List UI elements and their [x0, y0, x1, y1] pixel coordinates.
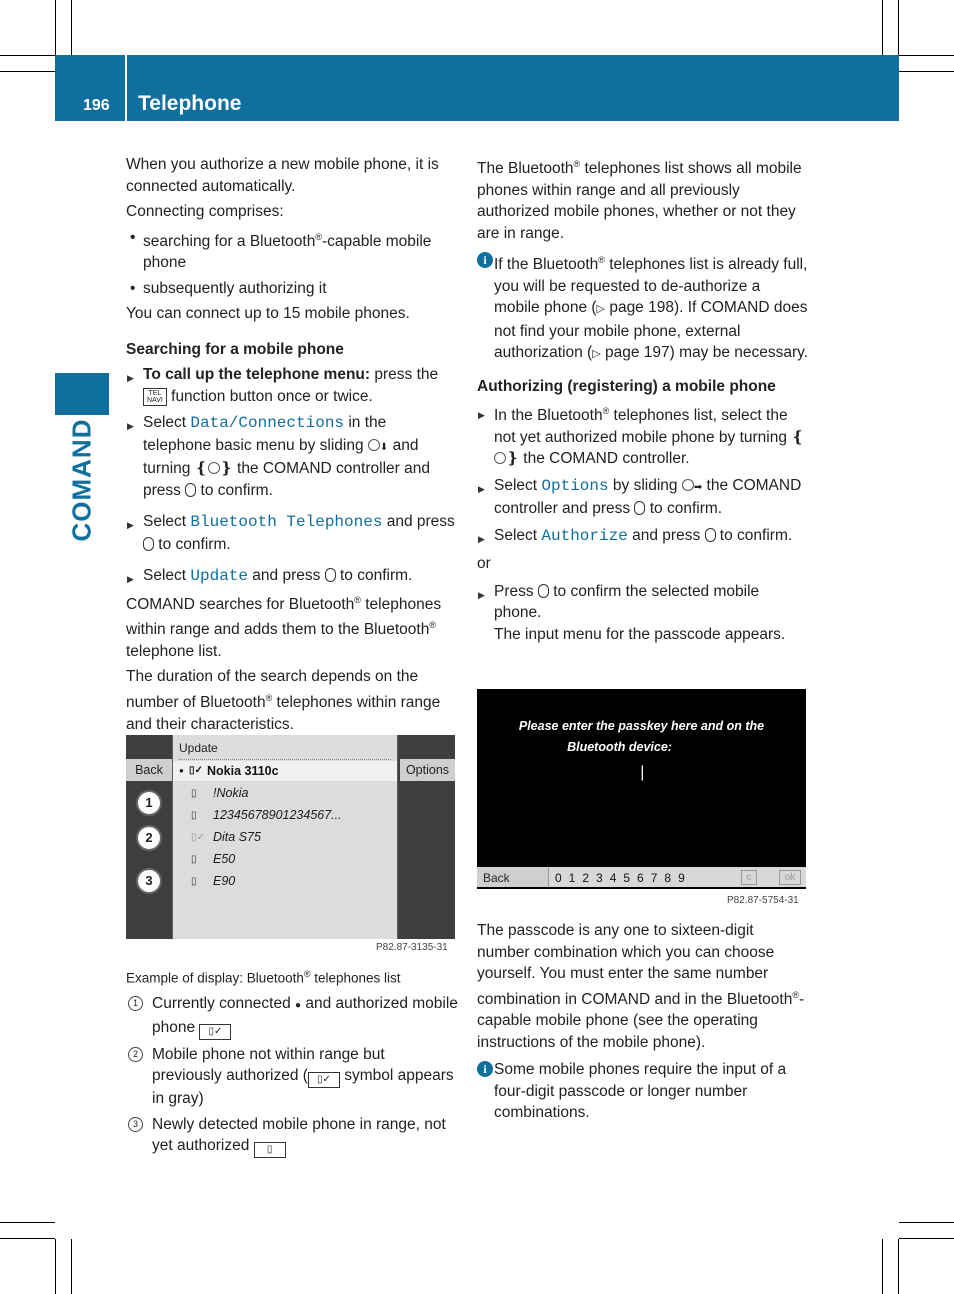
list-item[interactable]: E50 — [213, 852, 236, 866]
legend-item-3 — [126, 1114, 458, 1159]
authorized-phone-icon: ▯✓ — [189, 765, 203, 776]
text: telephones within range and their characteristics. — [126, 694, 441, 733]
text: Select — [143, 414, 191, 432]
list-item[interactable]: E90 — [213, 874, 236, 888]
menu-item-bluetooth-telephones: Bluetooth Telephones — [190, 513, 383, 532]
paragraph — [477, 154, 809, 244]
phone-icon: ▯ — [254, 1142, 286, 1158]
list-item[interactable]: 12345678901234567... — [213, 808, 342, 822]
text: in the telephone basic menu by sliding — [143, 414, 387, 454]
crop-mark — [898, 1239, 899, 1294]
text: the COMAND controller. — [519, 450, 690, 468]
press-icon — [538, 584, 549, 598]
step-result: The input menu for the passcode appears. — [494, 625, 786, 643]
digit-keys[interactable]: 0123456789 — [555, 871, 692, 885]
step — [477, 525, 809, 548]
text: Press — [494, 582, 538, 600]
step — [126, 565, 458, 588]
text: Newly detected mobile phone in range, not yet authorized — [152, 1115, 446, 1154]
prompt-line: Please enter the passkey here and on the — [518, 719, 765, 733]
side-tab-marker — [55, 373, 109, 415]
registered-mark: ® — [429, 620, 436, 631]
text: telephone list. — [126, 642, 222, 660]
text: Select — [143, 567, 191, 585]
controller-icon — [494, 452, 506, 464]
step — [477, 401, 809, 470]
connected-dot-icon: ● — [295, 1000, 302, 1011]
registered-mark: ® — [792, 989, 799, 1000]
paragraph: When you authorize a new mobile phone, it is connected automatically. — [126, 156, 439, 195]
legend-number: 3 — [128, 1117, 143, 1132]
authorized-phone-icon: ▯✓ — [199, 1024, 231, 1040]
back-softkey[interactable]: Back — [477, 867, 549, 887]
crop-mark — [899, 1222, 954, 1223]
text: by sliding — [608, 476, 682, 494]
list-item[interactable]: !Nokia — [213, 786, 249, 800]
legend-item-1 — [126, 993, 458, 1040]
text: to confirm. — [154, 535, 231, 553]
list-item: • subsequently authorizing it — [126, 278, 458, 300]
text: Mobile phone not within range but previously authorized ( — [152, 1045, 385, 1084]
text: In the Bluetooth — [494, 407, 603, 425]
text: and press — [627, 526, 705, 544]
list-item — [126, 227, 458, 274]
paragraph — [477, 920, 809, 1053]
crop-mark — [898, 0, 899, 55]
registered-mark: ® — [602, 406, 610, 417]
menu-item-data-connections: Data/Connections — [190, 414, 345, 433]
callout-2: 2 — [136, 825, 162, 851]
connected-dot: ● — [179, 766, 184, 775]
text: The Bluetooth — [477, 160, 574, 178]
info-note — [477, 1059, 809, 1124]
text: If the Bluetooth — [494, 256, 599, 274]
text: telephones list shows all mobile phones within range and all previously authorized mobile phones, whether or not they are in range. — [477, 160, 802, 242]
step — [126, 364, 458, 407]
left-column — [126, 154, 458, 739]
passcode-screenshot — [477, 689, 806, 889]
callout-3: 3 — [136, 868, 162, 894]
registered-mark: ® — [573, 159, 581, 169]
text: to confirm the selected mobile phone. — [494, 582, 760, 622]
press-icon — [634, 501, 645, 515]
text: -capable mobile phone — [143, 232, 432, 272]
or-separator: or — [477, 555, 491, 573]
header-divider — [125, 55, 127, 121]
text: telephones list, select the not yet authorized mobile phone by turning — [494, 407, 792, 446]
ok-key[interactable]: ok — [779, 870, 801, 885]
legend-item-2 — [126, 1044, 458, 1110]
crop-mark — [55, 1239, 56, 1294]
turn-left-icon: ❴ — [791, 428, 805, 446]
info-note — [477, 250, 809, 366]
phone-auth-gray-icon: ▯✓ — [191, 832, 205, 843]
image-code: P82.87-5754-31 — [727, 895, 799, 906]
list-item[interactable]: Dita S75 — [213, 830, 261, 844]
step — [477, 475, 809, 520]
crop-mark — [0, 55, 55, 56]
text: COMAND searches for Bluetooth — [126, 595, 355, 613]
text: telephones list — [310, 970, 401, 986]
text: Select — [143, 513, 191, 531]
text: to confirm. — [715, 526, 793, 544]
controller-icon — [682, 479, 694, 491]
text: telephones within range and adds them to the Bluetooth — [126, 595, 442, 639]
text: TEL — [148, 389, 162, 397]
press-icon — [325, 568, 336, 582]
press-icon — [705, 528, 716, 542]
registered-mark: ® — [315, 231, 322, 242]
page-ref-arrow-icon: ▷ — [592, 348, 601, 361]
phone-icon: ▯ — [191, 810, 197, 821]
list-divider — [179, 759, 391, 760]
crop-mark — [882, 0, 883, 55]
page-number: 196 — [83, 97, 110, 114]
text: Currently connected — [152, 995, 296, 1012]
text: NAVI — [147, 396, 163, 404]
crop-mark — [71, 0, 72, 55]
authorized-phone-icon: ▯✓ — [308, 1072, 340, 1088]
crop-mark — [899, 1238, 954, 1239]
right-bottom-block — [477, 920, 809, 1134]
registered-mark: ® — [598, 255, 605, 266]
prompt-line: Bluetooth device: — [567, 740, 672, 754]
step — [126, 412, 458, 501]
crop-mark — [899, 55, 954, 56]
press-icon — [185, 483, 196, 497]
menu-item-authorize: Authorize — [541, 526, 628, 545]
text: -capable mobile phone (see the operating instructions of the mobile phone). — [477, 990, 805, 1051]
text: and turning — [143, 436, 419, 478]
list-header: Update — [179, 741, 218, 755]
paragraph: You can connect up to 15 mobile phones. — [126, 305, 410, 323]
phone-name: Nokia 3110c — [207, 764, 279, 778]
registered-mark: ® — [265, 692, 273, 703]
turn-right-icon: ❵ — [219, 460, 233, 478]
tel-navi-button-icon — [143, 388, 167, 406]
text: Select — [494, 526, 542, 544]
turn-left-icon: ❴ — [194, 460, 208, 478]
text: The duration of the search depends on the number of Bluetooth — [126, 668, 419, 712]
controller-icon — [208, 462, 220, 474]
section-heading: Searching for a mobile phone — [126, 340, 344, 358]
crop-mark — [55, 0, 56, 55]
crop-mark — [0, 71, 55, 72]
phone-icon: ▯ — [191, 876, 197, 887]
text: The passcode is any one to sixteen-digit number combination which you can choose yourself. You must enter the same number combination in COMAND and in the Bluetooth — [477, 922, 793, 1008]
image-code: P82.87-3135-31 — [376, 942, 448, 953]
phone-icon: ▯ — [191, 788, 197, 799]
turn-right-icon: ❵ — [506, 450, 519, 468]
info-icon: i — [477, 252, 493, 268]
text: page 198). If COMAND does not find your mobile phone, external authorization ( — [494, 299, 808, 362]
legend-number: 2 — [128, 1047, 143, 1062]
text: telephones list is already full, you will be requested to de-authorize a mobile phone ( — [494, 256, 808, 317]
menu-item-update: Update — [190, 567, 248, 586]
bluetooth-list-screenshot — [126, 735, 455, 939]
back-softkey[interactable]: Back — [126, 759, 172, 781]
text: press the — [370, 366, 439, 384]
paragraph: Connecting comprises: — [126, 203, 284, 220]
text: to confirm. — [196, 481, 273, 499]
page-ref-arrow-icon: ▷ — [596, 303, 606, 316]
right-column — [477, 154, 809, 649]
crop-mark — [0, 1222, 55, 1223]
text: and press — [248, 567, 325, 585]
side-tab-label: COMAND — [66, 418, 97, 542]
figure-caption — [126, 964, 458, 989]
text: the COMAND controller and press — [143, 460, 430, 499]
legend-number: 1 — [128, 996, 143, 1011]
text: to confirm. — [335, 567, 413, 585]
section-heading: Authorizing (registering) a mobile phone — [477, 377, 776, 395]
digit-input-bar — [477, 867, 806, 887]
text: Some mobile phones require the input of a four-digit passcode or longer number combinations. — [494, 1061, 787, 1122]
text: page 197) may be necessary. — [600, 344, 809, 362]
text: function button once or twice. — [166, 387, 373, 405]
page-title: Telephone — [138, 92, 242, 115]
menu-item-options: Options — [541, 476, 609, 495]
step-lead: To call up the telephone menu: — [143, 366, 371, 384]
text: Select — [494, 476, 542, 494]
registered-mark: ® — [303, 969, 311, 979]
registered-mark: ® — [354, 594, 361, 605]
step-result — [126, 590, 458, 663]
press-icon — [143, 537, 154, 551]
info-icon: i — [477, 1061, 493, 1077]
phone-list — [173, 735, 397, 939]
text: Example of display: Bluetooth — [126, 970, 304, 986]
callout-1: 1 — [136, 790, 162, 816]
controller-icon — [368, 439, 380, 451]
crop-mark — [899, 71, 954, 72]
crop-mark — [882, 1239, 883, 1294]
text: and authorized mobile phone — [152, 995, 458, 1036]
text: symbol appears in gray) — [152, 1067, 454, 1107]
arrow-down-icon: ⬇ — [379, 441, 389, 453]
text: searching for a Bluetooth — [143, 232, 316, 250]
page-header — [55, 55, 899, 121]
phone-icon: ▯ — [191, 854, 197, 865]
left-caption-block — [126, 964, 458, 1162]
clear-key[interactable]: c — [741, 870, 757, 885]
arrow-right-icon: ➡ — [693, 481, 703, 493]
list-item-selected[interactable] — [173, 761, 397, 781]
text: to confirm. — [645, 500, 723, 518]
step — [477, 581, 809, 624]
crop-mark — [71, 1239, 72, 1294]
text-cursor: | — [640, 764, 645, 781]
text: and press — [382, 513, 455, 531]
crop-mark — [0, 1238, 55, 1239]
step-note — [126, 666, 458, 735]
text: the COMAND controller and press — [494, 476, 802, 518]
options-softkey[interactable]: Options — [400, 759, 455, 781]
step — [126, 511, 458, 555]
